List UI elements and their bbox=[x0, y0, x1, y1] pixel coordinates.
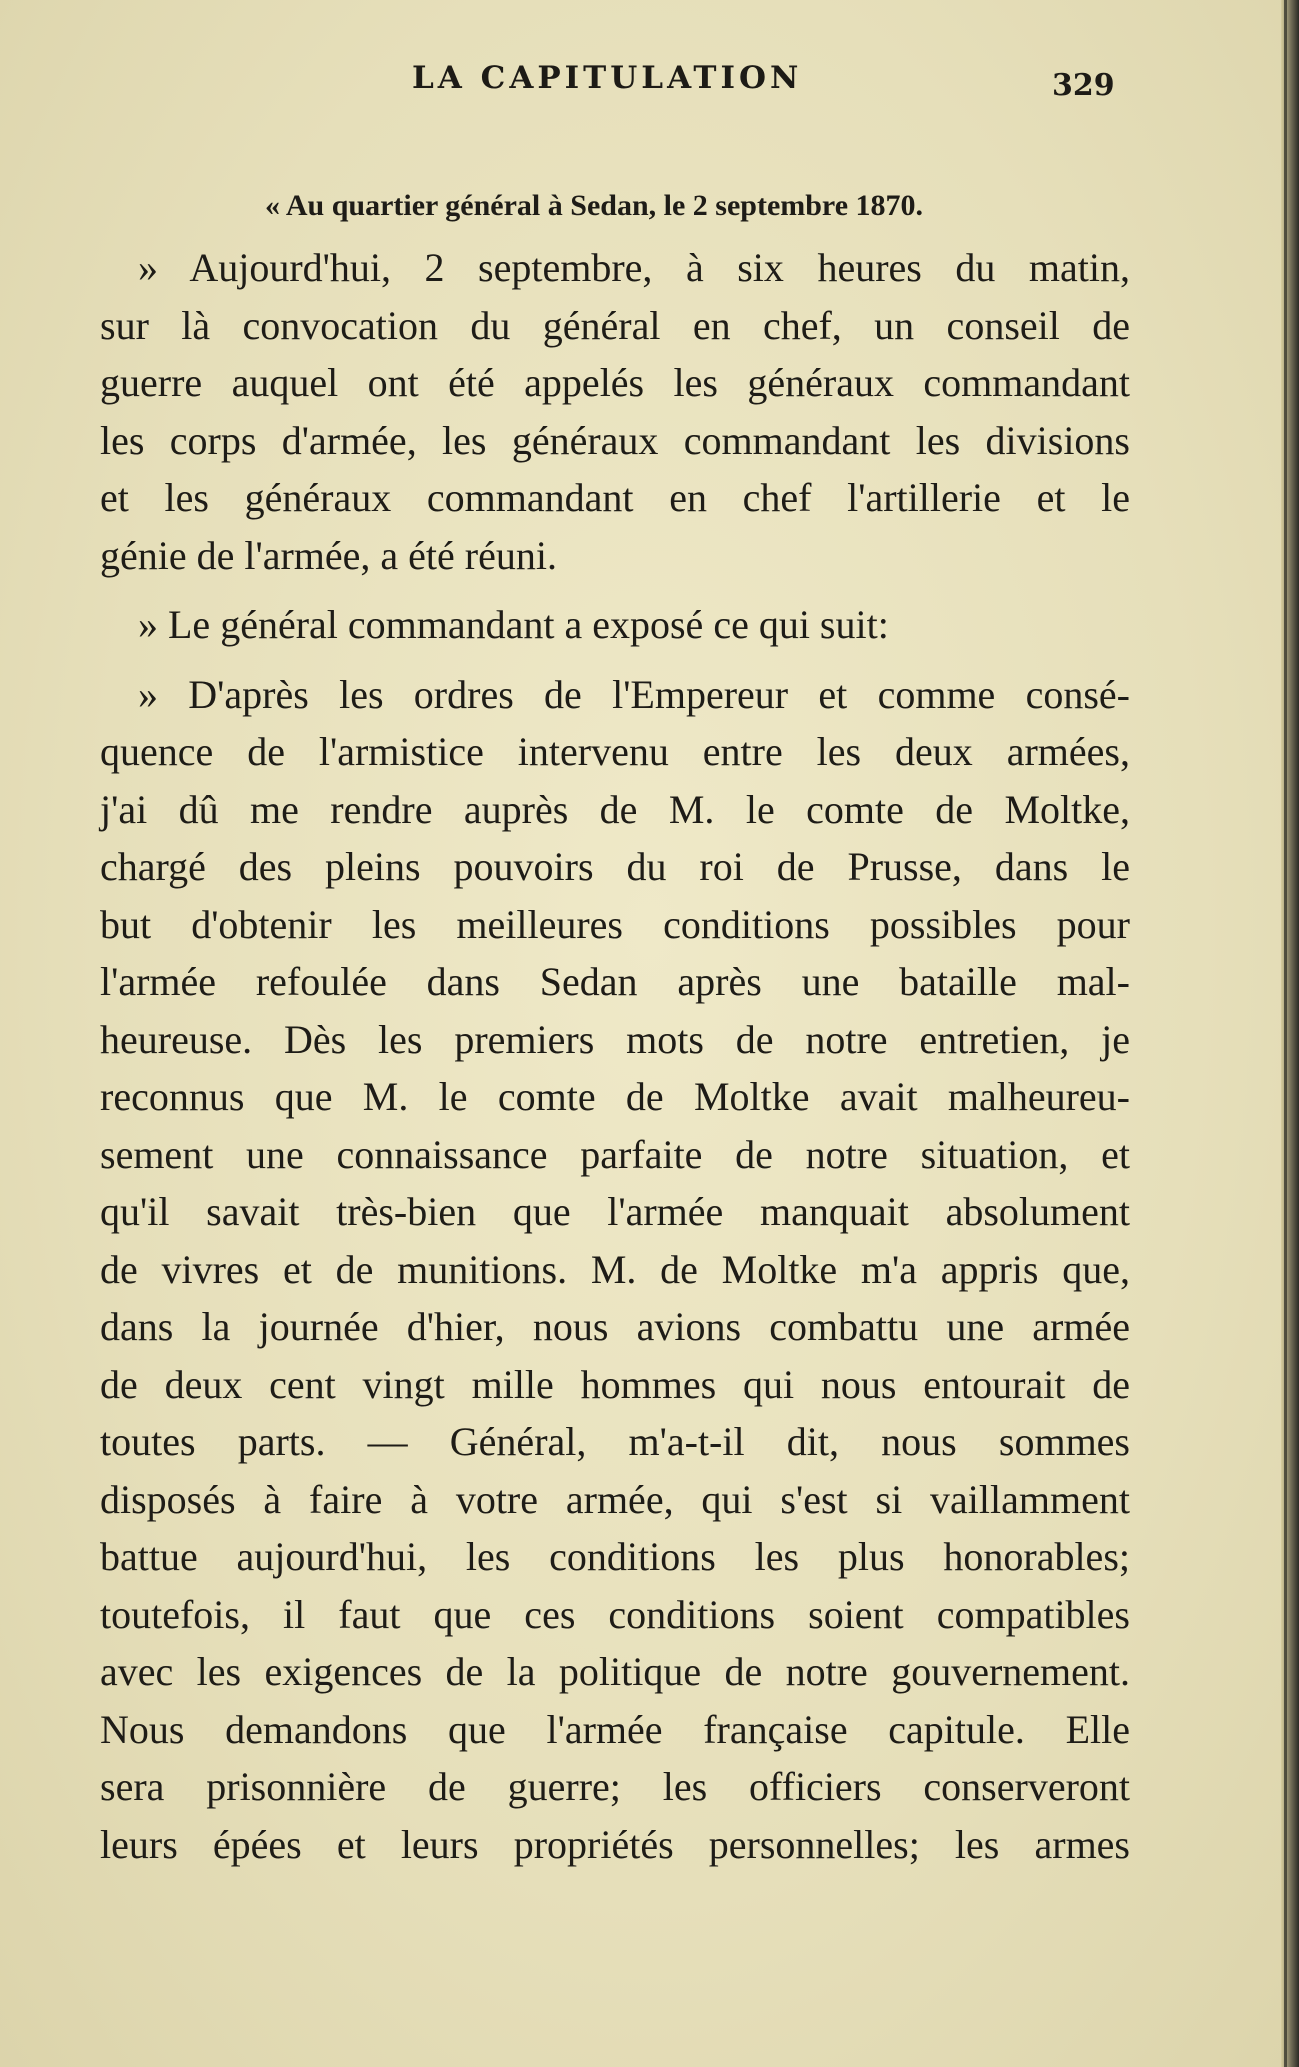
text-line: toutes parts. — Général, m'a-t-il dit, nous sommes bbox=[100, 1419, 1130, 1464]
text-line: Nous demandons que l'armée française capitule. Elle bbox=[100, 1706, 1130, 1752]
text-line: disposés à faire à votre armée, qui s'est si vaillamment bbox=[100, 1476, 1130, 1522]
text-line: sement une connaissance parfaite de notre situation, et bbox=[100, 1131, 1130, 1177]
text-line: quence de l'armistice intervenu entre les deux armées, bbox=[100, 729, 1130, 774]
text-line: battue aujourd'hui, les conditions les plus honorables; bbox=[100, 1534, 1130, 1579]
text-line: de deux cent vingt mille hommes qui nous entourait de bbox=[100, 1361, 1130, 1407]
text-line: dans la journée d'hier, nous avions combattu une armée bbox=[100, 1304, 1130, 1349]
text-line: sera prisonnière de guerre; les officiers conserveront bbox=[100, 1764, 1130, 1809]
text-line: » Aujourd'hui, 2 septembre, à six heures du matin, bbox=[138, 245, 1130, 290]
text-line: » Le général commandant a exposé ce qui suit: bbox=[138, 602, 889, 647]
text-line: sur là convocation du général en chef, un conseil de bbox=[100, 302, 1130, 348]
text-line: chargé des pleins pouvoirs du roi de Prusse, dans le bbox=[100, 844, 1130, 889]
running-header bbox=[0, 60, 1299, 110]
text-line: reconnus que M. le comte de Moltke avait malheureu- bbox=[100, 1074, 1130, 1119]
body-text bbox=[100, 185, 1130, 1873]
paragraph-2 bbox=[100, 596, 1130, 654]
paragraph-3 bbox=[100, 666, 1130, 1874]
text-line: guerre auquel ont été appelés les généraux commandant bbox=[100, 360, 1130, 405]
text-line: j'ai dû me rendre auprès de M. le comte de Moltke, bbox=[100, 786, 1130, 832]
text-line: » D'après les ordres de l'Empereur et comme consé- bbox=[138, 671, 1130, 717]
text-line: leurs épées et leurs propriétés personnelles; les armes bbox=[100, 1821, 1130, 1867]
page-edge-line bbox=[1284, 0, 1287, 2067]
text-line: l'armée refoulée dans Sedan après une bataille mal- bbox=[100, 959, 1130, 1004]
text-line: et les généraux commandant en chef l'artillerie et le bbox=[100, 475, 1130, 520]
text-line: génie de l'armée, a été réuni. bbox=[100, 532, 557, 578]
dateline: « Au quartier général à Sedan, le 2 septembre 1870. bbox=[265, 189, 924, 222]
text-line: toutefois, il faut que ces conditions soient compatibles bbox=[100, 1591, 1130, 1637]
text-line: avec les exigences de la politique de notre gouvernement. bbox=[100, 1649, 1130, 1694]
text-line: les corps d'armée, les généraux commandant les divisions bbox=[100, 417, 1130, 463]
page-number: 329 bbox=[1052, 68, 1115, 103]
paragraph-1 bbox=[100, 239, 1130, 584]
text-line: but d'obtenir les meilleures conditions possibles pour bbox=[100, 901, 1130, 947]
text-line: qu'il savait très-bien que l'armée manquait absolument bbox=[100, 1189, 1130, 1234]
text-line: heureuse. Dès les premiers mots de notre entretien, je bbox=[100, 1016, 1130, 1062]
running-title: LA CAPITULATION bbox=[412, 60, 803, 96]
text-line: de vivres et de munitions. M. de Moltke m'a appris que, bbox=[100, 1246, 1130, 1292]
